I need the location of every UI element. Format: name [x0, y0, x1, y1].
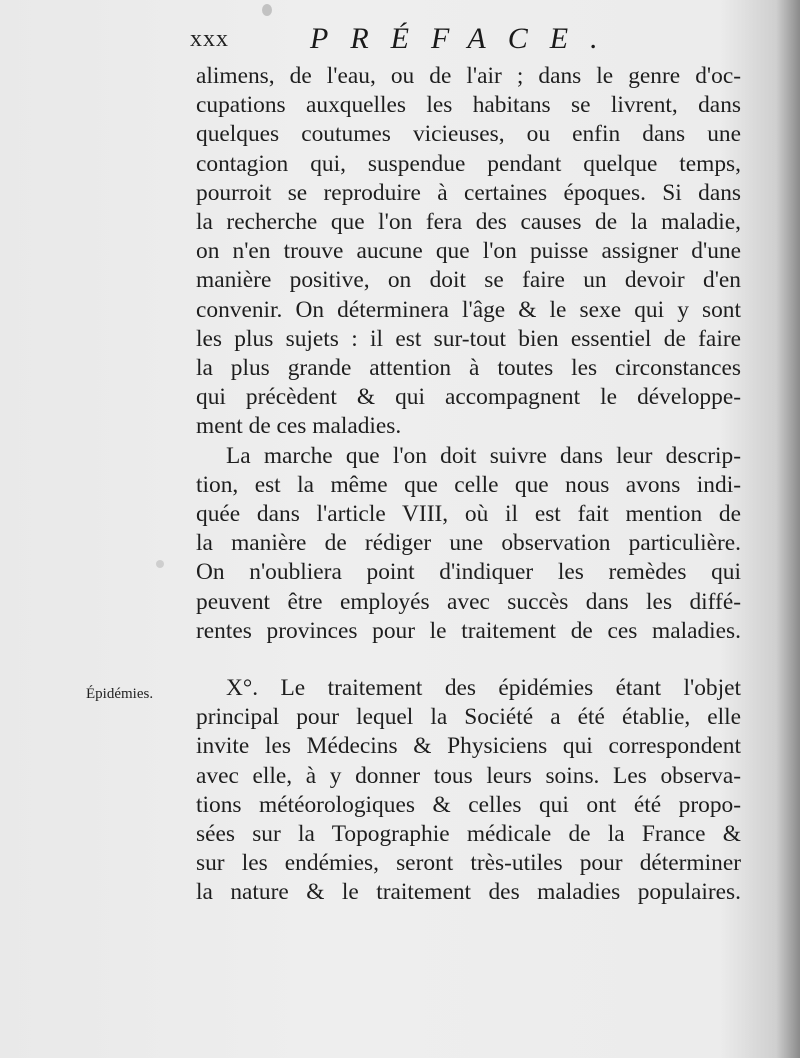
text-line: ment de ces maladies. — [196, 413, 402, 440]
text-line: quelques coutumes vicieuses, ou enfin dans une — [196, 121, 741, 148]
paragraph-gap — [196, 646, 741, 674]
text-line: cupations auxquelles les habitans se livrent, dans — [196, 92, 741, 119]
text-line: La marche que l'on doit suivre dans leur descrip- — [226, 442, 741, 469]
text-line: qui précèdent & qui accompagnent le développe- — [196, 384, 741, 411]
text-line: tion, est la même que celle que nous avons indi- — [196, 471, 741, 498]
text-line: invite les Médecins & Physiciens qui correspondent — [196, 733, 741, 760]
body-text — [196, 62, 741, 908]
paragraph — [196, 442, 741, 646]
text-line: la recherche que l'on fera des causes de la maladie, — [196, 209, 741, 236]
running-title: PRÉFACE. — [310, 22, 620, 55]
margin-note: Épidémies. — [86, 686, 154, 702]
text-line: On n'oubliera point d'indiquer les remèdes qui — [196, 559, 741, 586]
ink-smudge — [262, 4, 272, 16]
page-number: xxx — [190, 26, 229, 52]
text-line: tions météorologiques & celles qui ont été propo- — [196, 791, 741, 818]
text-line: quée dans l'article VIII, où il est fait mention de — [196, 501, 741, 528]
text-line: les plus sujets : il est sur-tout bien essentiel de faire — [196, 325, 741, 352]
text-line: contagion qui, suspendue pendant quelque temps, — [196, 150, 741, 177]
text-line: la plus grande attention à toutes les circonstances — [196, 355, 741, 382]
text-line: avec elle, à y donner tous leurs soins. Les observa- — [196, 762, 741, 789]
text-line: on n'en trouve aucune que l'on puisse assigner d'une — [196, 238, 741, 265]
text-line: la manière de rédiger une observation particulière. — [196, 530, 741, 557]
paragraph — [196, 674, 741, 908]
paragraph — [196, 62, 741, 442]
text-line: convenir. On déterminera l'âge & le sexe qui y sont — [196, 296, 741, 323]
ink-smudge — [156, 560, 164, 568]
text-line: sur les endémies, seront très-utiles pour déterminer — [196, 850, 741, 877]
text-line: peuvent être employés avec succès dans les diffé- — [196, 588, 741, 615]
page-header — [190, 22, 750, 56]
text-line: sées sur la Topographie médicale de la France & — [196, 821, 741, 848]
text-line: pourroit se reproduire à certaines époques. Si dans — [196, 179, 741, 206]
text-line: X°. Le traitement des épidémies étant l'objet — [226, 675, 741, 702]
text-line: manière positive, on doit se faire un devoir d'en — [196, 267, 741, 294]
text-line: alimens, de l'eau, ou de l'air ; dans le genre d'oc- — [196, 63, 741, 89]
text-line: la nature & le traitement des maladies populaires. — [196, 879, 741, 906]
text-line: principal pour lequel la Société a été établie, elle — [196, 704, 741, 731]
text-line: rentes provinces pour le traitement de ces maladies. — [196, 617, 741, 644]
